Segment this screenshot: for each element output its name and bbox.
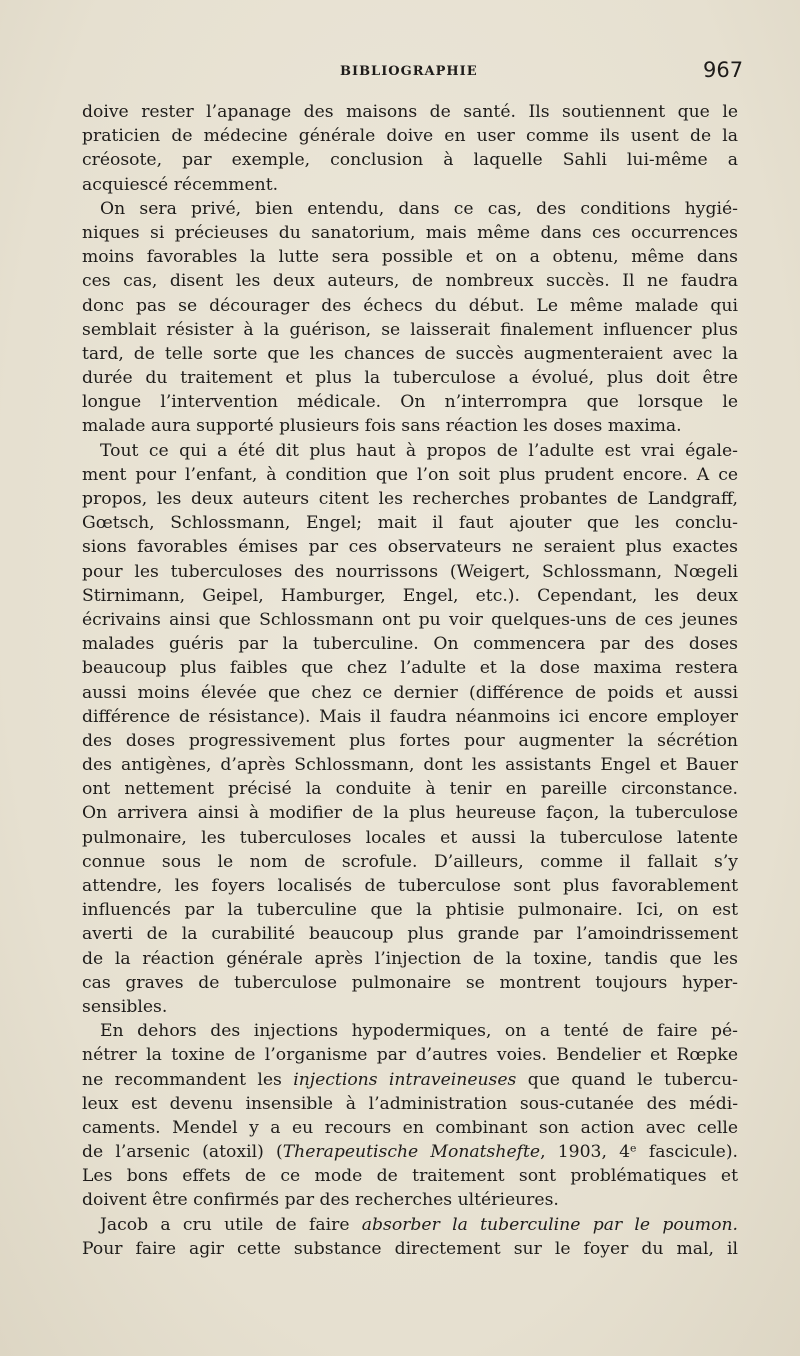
text-line: créosote, par exemple, conclusion à laquelle Sahli lui-même a	[82, 150, 738, 171]
text-line: cas graves de tuberculose pulmonaire se montrent toujours hyper-	[82, 972, 738, 993]
page-number: 967	[703, 58, 744, 82]
text-line: des antigènes, d’après Schlossmann, dont les assistants Engel et Bauer	[82, 755, 738, 776]
text-segment: ne recommandent les	[82, 1069, 294, 1090]
text-line: Tout ce qui a été dit plus haut à propos de l’adulte est vrai égale-	[100, 440, 738, 461]
text-line: écrivains ainsi que Schlossmann ont pu voir quelques-uns de ces jeunes	[82, 609, 738, 630]
text-line: niques si précieuses du sanatorium, mais même dans ces occurrences	[82, 222, 738, 243]
text-line: de la réaction générale après l’injection de la toxine, tandis que les	[82, 948, 738, 969]
text-line: semblait résister à la guérison, se laisserait finalement influencer plus	[82, 319, 738, 340]
text-segment: , 1903, 4ᵉ fascicule).	[540, 1142, 738, 1163]
text-line: averti de la curabilité beaucoup plus grande par l’amoindrissement	[82, 924, 738, 945]
text-line: moins favorables la lutte sera possible et on a obtenu, même dans	[82, 247, 738, 268]
text-line: praticien de médecine générale doive en user comme ils usent de la	[82, 126, 738, 147]
text-line: sions favorables émises par ces observateurs ne seraient plus exactes	[82, 537, 738, 558]
text-line: donc pas se décourager des échecs du début. Le même malade qui	[82, 295, 738, 316]
italic-text: injections intraveineuses	[293, 1069, 517, 1090]
text-line: beaucoup plus faibles que chez l’adulte et la dose maxima restera	[82, 658, 738, 679]
text-line: malades guéris par la tuberculine. On commencera par des doses	[82, 634, 738, 655]
text-line: ces cas, disent les deux auteurs, de nombreux succès. Il ne faudra	[82, 271, 738, 292]
text-line: malade aura supporté plusieurs fois sans réaction les doses maxima.	[82, 416, 682, 437]
text-line: durée du traitement et plus la tuberculose a évolué, plus doit être	[82, 368, 738, 389]
text-line: doivent être confirmés par des recherches ultérieures.	[82, 1190, 559, 1211]
italic-text: absorber la tuberculine par le poumon.	[361, 1214, 738, 1235]
text-line: On arrivera ainsi à modifier de la plus heureuse façon, la tuberculose	[82, 803, 738, 824]
text-line: des doses progressivement plus fortes pour augmenter la sécrétion	[82, 730, 738, 751]
text-line	[82, 1213, 738, 1237]
text-line: pulmonaire, les tuberculoses locales et aussi la tuberculose latente	[82, 827, 738, 848]
running-head: BIBLIOGRAPHIE	[340, 64, 478, 79]
text-line	[82, 1068, 738, 1092]
text-segment: de l’arsenic (atoxil) (	[82, 1142, 283, 1163]
text-line: On sera privé, bien entendu, dans ce cas, des conditions hygié-	[100, 198, 738, 219]
text-line: doive rester l’apanage des maisons de santé. Ils soutiennent que le	[82, 102, 738, 122]
text-line: ment pour l’enfant, à condition que l’on soit plus prudent encore. A ce	[82, 464, 738, 485]
text-line: ont nettement précisé la conduite à tenir en pareille circonstance.	[82, 779, 738, 800]
text-line: influencés par la tuberculine que la phtisie pulmonaire. Ici, on est	[82, 900, 738, 921]
text-line: attendre, les foyers localisés de tuberculose sont plus favorablement	[82, 876, 738, 896]
page-header	[0, 58, 800, 88]
italic-text: Therapeutische Monatshefte	[282, 1142, 541, 1163]
text-line: aussi moins élevée que chez ce dernier (différence de poids et aussi	[82, 682, 738, 703]
text-line: différence de résistance). Mais il faudra néanmoins ici encore employer	[82, 706, 738, 727]
text-line: Pour faire agir cette substance directement sur le foyer du mal, il	[82, 1238, 738, 1259]
text-line: caments. Mendel y a eu recours en combinant son action avec celle	[82, 1117, 738, 1138]
text-line: tard, de telle sorte que les chances de succès augmenteraient avec la	[82, 343, 738, 364]
text-line	[82, 1140, 738, 1164]
text-line: sensibles.	[82, 996, 168, 1017]
text-line: propos, les deux auteurs citent les recherches probantes de Landgraff,	[82, 489, 738, 509]
text-line: longue l’intervention médicale. On n’interrompra que lorsque le	[82, 392, 738, 413]
text-segment: que quand le tubercu-	[516, 1069, 738, 1090]
text-line: Stirnimann, Geipel, Hamburger, Engel, etc.). Cependant, les deux	[82, 585, 738, 606]
text-line: pour les tuberculoses des nourrissons (Weigert, Schlossmann, Nœgeli	[82, 561, 738, 582]
text-line: nétrer la toxine de l’organisme par d’autres voies. Bendelier et Rœpke	[82, 1045, 738, 1066]
text-line: connue sous le nom de scrofule. D’ailleurs, comme il fallait s’y	[82, 851, 738, 872]
text-line: acquiescé récemment.	[82, 174, 279, 195]
text-line: Les bons effets de ce mode de traitement sont problématiques et	[82, 1166, 738, 1187]
text-line: leux est devenu insensible à l’administration sous-cutanée des médi-	[82, 1093, 738, 1114]
body-text	[82, 100, 738, 1261]
text-line: En dehors des injections hypodermiques, on a tenté de faire pé-	[100, 1021, 738, 1042]
text-segment: Jacob a cru utile de faire	[100, 1214, 362, 1235]
text-line: Gœtsch, Schlossmann, Engel; mait il faut ajouter que les conclu-	[82, 513, 738, 534]
